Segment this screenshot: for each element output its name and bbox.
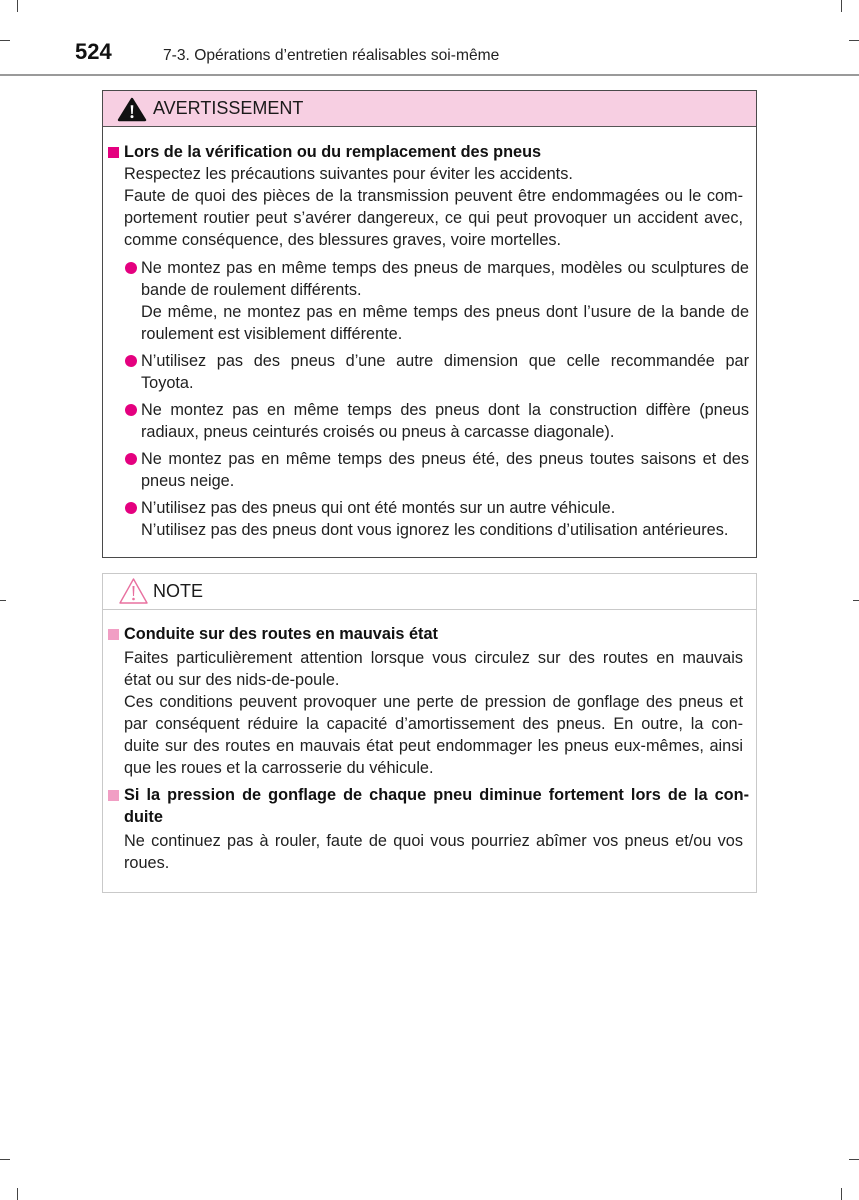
crop-mark-top-right-h [849,40,859,41]
note-line: état ou sur des nids-de-poule. [124,671,340,689]
page-number: 524 [75,39,112,64]
bullet-item [124,399,749,443]
caution-triangle-outline-icon [118,577,149,605]
round-bullet-icon [125,355,137,367]
note-content [124,610,749,874]
warning-heading-text: Lors de la vérification ou du remplacement des pneus [124,143,542,161]
warning-box [102,90,757,558]
bullet-line: radiaux, pneus ceinturés croisés ou pneus à carcasse diagonale). [141,423,615,441]
crop-mark-middle-right [853,600,859,601]
bullet-line: roulement est visiblement différente. [141,325,403,343]
bullet-line: N’utilisez pas des pneus qui ont été montés sur un autre véhicule. [141,499,616,517]
square-bullet-icon [108,629,119,640]
bullet-line: De même, ne montez pas en même temps des pneus dont l’usure de la bande de [141,303,749,321]
square-bullet-icon [108,147,119,158]
bullet-line: N’utilisez pas des pneus dont vous ignorez les conditions d’utilisation antérieures. [141,521,729,539]
round-bullet-icon [125,502,137,514]
note-box [102,573,757,893]
square-bullet-icon [108,790,119,801]
note-line: que les roues et la carrosserie du véhicule. [124,759,434,777]
note-section [124,623,749,779]
note-paragraph [124,647,743,691]
warning-intro-line: comme conséquence, des blessures graves, voire mortelles. [124,231,562,249]
header-rule [0,74,859,76]
crop-mark-bottom-left-v [17,1188,18,1200]
crop-mark-middle-left [0,600,6,601]
crop-mark-bottom-left-h [0,1159,10,1160]
bullet-item [124,350,749,394]
note-header [103,574,756,610]
bullet-item [124,448,749,492]
section-title: 7-3. Opérations d’entretien réalisables soi-même [163,47,500,64]
round-bullet-icon [125,453,137,465]
warning-header [103,91,756,127]
note-section [124,784,749,874]
round-bullet-icon [125,404,137,416]
warning-heading [124,141,749,163]
note-line: Ces conditions peuvent provoquer une perte de pression de gonflage des pneus et [124,693,743,711]
warning-intro [124,163,743,251]
bullet-item [124,497,749,541]
note-heading-text: duite [124,808,163,826]
bullet-item [124,257,749,345]
warning-intro-line: portement routier peut s’avérer dangereux, ce qui peut provoquer un accident avec, [124,209,743,227]
bullet-line: N’utilisez pas des pneus d’une autre dimension que celle recommandée par [141,352,749,370]
bullet-line: pneus neige. [141,472,235,490]
crop-mark-top-left-h [0,40,10,41]
warning-bullet-list [124,257,749,541]
crop-mark-bottom-right-h [849,1159,859,1160]
crop-mark-bottom-right-v [841,1188,842,1200]
note-line: roues. [124,854,170,872]
note-line: Ne continuez pas à rouler, faute de quoi vous pourriez abîmer vos pneus et/ou vos [124,832,743,850]
warning-intro-line: Respectez les précautions suivantes pour éviter les accidents. [124,165,573,183]
warning-content [124,127,749,541]
note-heading-text: Conduite sur des routes en mauvais état [124,625,438,643]
round-bullet-icon [125,262,137,274]
note-paragraph [124,691,743,779]
note-title: NOTE [153,581,204,601]
bullet-line: Ne montez pas en même temps des pneus de marques, modèles ou sculptures de [141,259,749,277]
note-paragraph [124,830,743,874]
note-line: par conséquent réduire la capacité d’amortissement des pneus. En outre, la con- [124,715,743,733]
warning-title: AVERTISSEMENT [153,98,304,118]
crop-mark-top-left-v [17,0,18,12]
bullet-line: Ne montez pas en même temps des pneus été, des pneus toutes saisons et des [141,450,749,468]
note-heading [124,784,749,828]
note-line: Faites particulièrement attention lorsque vous circulez sur des routes en mauvais [124,649,743,667]
note-line: duite sur des routes en mauvais état peut endommager les pneus eux-mêmes, ainsi [124,737,743,755]
warning-triangle-icon [117,97,147,122]
bullet-line: Ne montez pas en même temps des pneus dont la construction diffère (pneus [141,401,749,419]
bullet-line: Toyota. [141,374,194,392]
bullet-line: bande de roulement différents. [141,281,362,299]
warning-intro-line: Faute de quoi des pièces de la transmission peuvent être endommagées ou le com- [124,187,743,205]
crop-mark-top-right-v [841,0,842,12]
note-heading-text: Si la pression de gonflage de chaque pneu diminue fortement lors de la con- [124,786,749,804]
note-heading [124,623,749,645]
